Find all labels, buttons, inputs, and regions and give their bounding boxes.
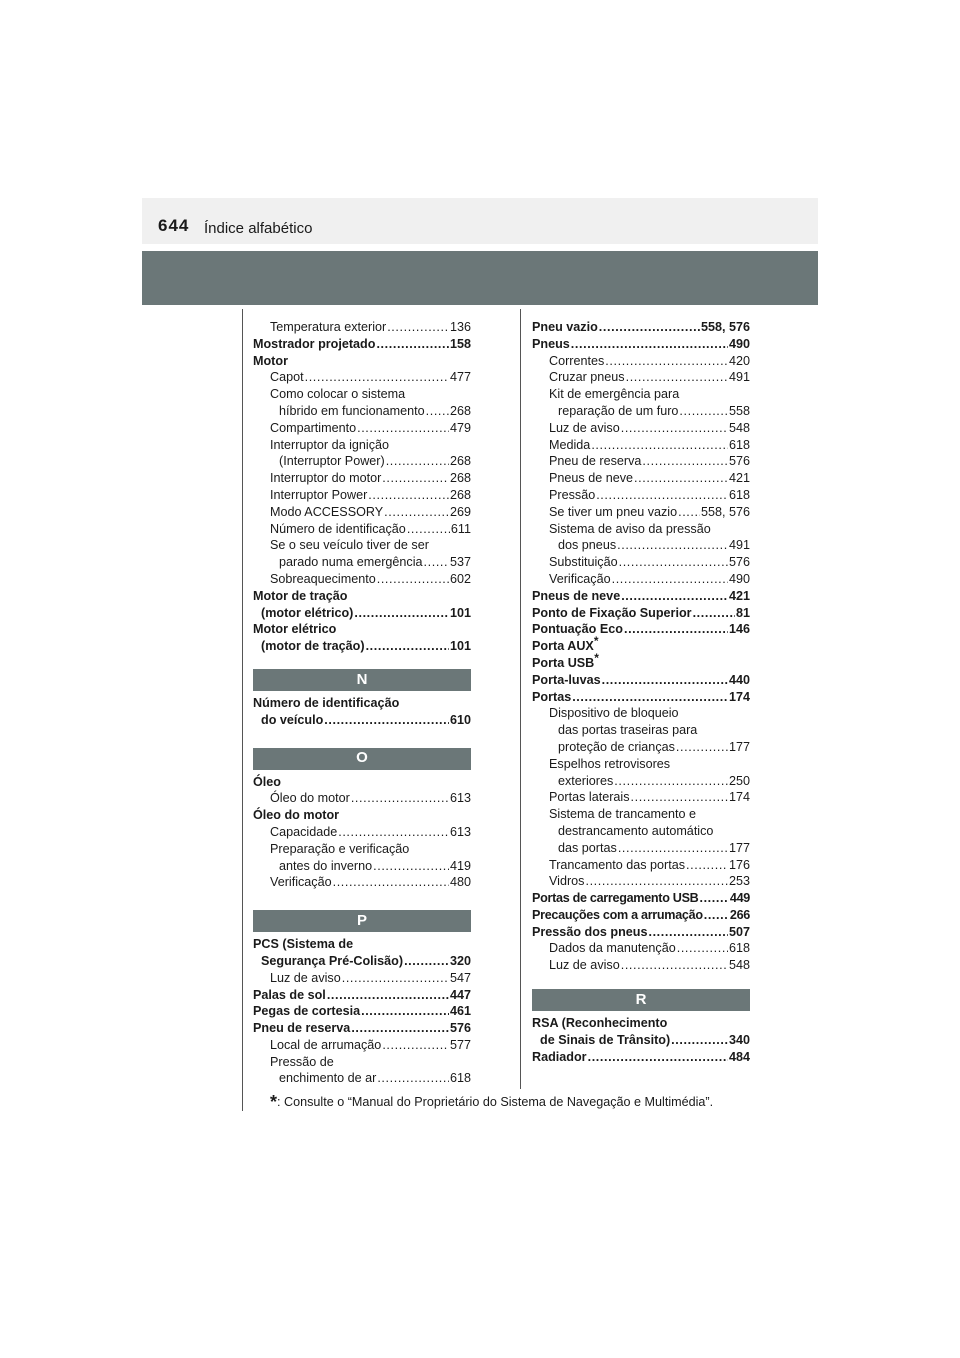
index-entry: (Interruptor Power) ..... 268 [253, 453, 471, 470]
index-entry: Segurança Pré-Colisão) ..... 320 [253, 953, 471, 970]
column-divider [520, 309, 521, 1089]
index-heading: destrancamento automático [558, 823, 714, 838]
index-entry: Pneus de neve ..... 421 [532, 470, 750, 487]
index-entry: enchimento de ar ..... 618 [253, 1070, 471, 1087]
index-entry: Se tiver um pneu vazio ..... 558, 576 [532, 504, 750, 521]
index-entry: parado numa emergência ..... 537 [253, 554, 471, 571]
index-heading: Motor [253, 353, 288, 368]
page-title: Índice alfabético [204, 220, 313, 237]
index-heading: Se o seu veículo tiver de ser [270, 538, 429, 553]
index-entry: híbrido em funcionamento ..... 268 [253, 403, 471, 420]
index-entry: Óleo do motor ..... 613 [253, 790, 471, 807]
index-heading: Pressão de [270, 1054, 334, 1069]
section-letter-r: R [532, 989, 750, 1011]
index-entry: Verificação ..... 490 [532, 571, 750, 588]
index-entry: Medida ..... 618 [532, 437, 750, 454]
index-entry: Pneu de reserva ..... 576 [532, 453, 750, 470]
index-entry: Pressão ..... 618 [532, 487, 750, 504]
index-entry: (motor de tração) ..... 101 [253, 638, 471, 655]
index-entry: das portas ..... 177 [532, 840, 750, 857]
index-entry: reparação de um furo ..... 558 [532, 403, 750, 420]
index-entry: Luz de aviso ..... 548 [532, 957, 750, 974]
index-entry: Vidros ..... 253 [532, 873, 750, 890]
index-entry: proteção de crianças ..... 177 [532, 739, 750, 756]
index-column-left [253, 319, 471, 1087]
index-heading: Porta USB* [532, 650, 599, 670]
index-heading: RSA (Reconhecimento [532, 1016, 668, 1031]
index-entry: Pneu de reserva ..... 576 [253, 1020, 471, 1037]
index-entry: Luz de aviso ..... 548 [532, 420, 750, 437]
index-entry: Radiador ..... 484 [532, 1049, 750, 1066]
index-entry: Interruptor do motor ..... 268 [253, 470, 471, 487]
section-letter-o: O [253, 748, 471, 770]
index-entry: Correntes ..... 420 [532, 353, 750, 370]
index-entry: Porta-luvas ..... 440 [532, 672, 750, 689]
index-heading: PCS (Sistema de [253, 937, 354, 952]
index-heading: Porta AUX* [532, 633, 599, 654]
index-column-right [532, 319, 750, 1065]
index-heading: Dispositivo de bloqueio [549, 706, 679, 721]
index-entry: de Sinais de Trânsito) ..... 340 [532, 1032, 750, 1049]
index-entry: Palas de sol ..... 447 [253, 987, 471, 1004]
index-entry: Temperatura exterior ..... 136 [253, 319, 471, 336]
index-entry: Ponto de Fixação Superior ..... 81 [532, 605, 750, 622]
footnote-text: : Consulte o “Manual do Proprietário do Sistema de Navegação e Multimédia”. [277, 1095, 714, 1109]
index-entry: Dados da manutenção ..... 618 [532, 940, 750, 957]
index-entry: Compartimento ..... 479 [253, 420, 471, 437]
index-heading: Interruptor da ignição [270, 437, 390, 452]
index-entry: Portas de carregamento USB ..... 449 [532, 890, 750, 907]
index-heading: Sistema de trancamento e [549, 807, 697, 822]
left-margin-rule [242, 309, 243, 1111]
index-heading: Óleo [253, 774, 281, 789]
index-entry: dos pneus ..... 491 [532, 537, 750, 554]
index-entry: Sobreaquecimento ..... 602 [253, 571, 471, 588]
index-entry: Precauções com a arrumação ..... 266 [532, 907, 750, 924]
index-entry: Cruzar pneus ..... 491 [532, 369, 750, 386]
index-entry: Capot ..... 477 [253, 369, 471, 386]
index-entry: Pneus ..... 490 [532, 336, 750, 353]
index-entry: Modo ACCESSORY ..... 269 [253, 504, 471, 521]
footnote [270, 1092, 713, 1113]
index-entry: exteriores ..... 250 [532, 773, 750, 790]
index-entry: Pressão dos pneus ..... 507 [532, 924, 750, 941]
index-entry: do veículo ..... 610 [253, 712, 471, 729]
index-heading: das portas traseiras para [558, 723, 698, 738]
index-entry: (motor elétrico) ..... 101 [253, 605, 471, 622]
index-heading: Kit de emergência para [549, 387, 680, 402]
index-entry: Substituição ..... 576 [532, 554, 750, 571]
index-entry: antes do inverno ..... 419 [253, 858, 471, 875]
section-letter-n: N [253, 669, 471, 691]
index-heading: Sistema de aviso da pressão [549, 521, 711, 536]
footnote-star: * [593, 633, 599, 648]
index-entry: Capacidade ..... 613 [253, 824, 471, 841]
index-heading: Como colocar o sistema [270, 387, 406, 402]
footnote-star: * [594, 650, 599, 665]
index-entry: Interruptor Power ..... 268 [253, 487, 471, 504]
index-heading: Motor de tração [253, 588, 348, 603]
index-entry: Verificação ..... 480 [253, 874, 471, 891]
index-heading: Motor elétrico [253, 622, 337, 637]
footnote-star: * [270, 1092, 278, 1112]
page-number: 644 [158, 216, 190, 235]
index-entry: Número de identificação ..... 611 [253, 521, 471, 538]
index-heading: Espelhos retrovisores [549, 756, 671, 771]
index-entry: Pegas de cortesia ..... 461 [253, 1003, 471, 1020]
index-entry: Portas laterais ..... 174 [532, 789, 750, 806]
section-letter-p: P [253, 910, 471, 932]
index-entry: Portas ..... 174 [532, 689, 750, 706]
index-heading: Preparação e verificação [270, 841, 410, 856]
index-entry: Pontuação Eco ..... 146 [532, 621, 750, 638]
header-bar [142, 251, 818, 305]
index-entry: Trancamento das portas ..... 176 [532, 857, 750, 874]
index-entry: Pneu vazio ..... 558, 576 [532, 319, 750, 336]
index-entry: Mostrador projetado ..... 158 [253, 336, 471, 353]
index-heading: Número de identificação [253, 695, 400, 710]
index-entry: Pneus de neve ..... 421 [532, 588, 750, 605]
index-heading: Óleo do motor [253, 808, 340, 823]
index-entry: Luz de aviso ..... 547 [253, 970, 471, 987]
index-entry: Local de arrumação ..... 577 [253, 1037, 471, 1054]
